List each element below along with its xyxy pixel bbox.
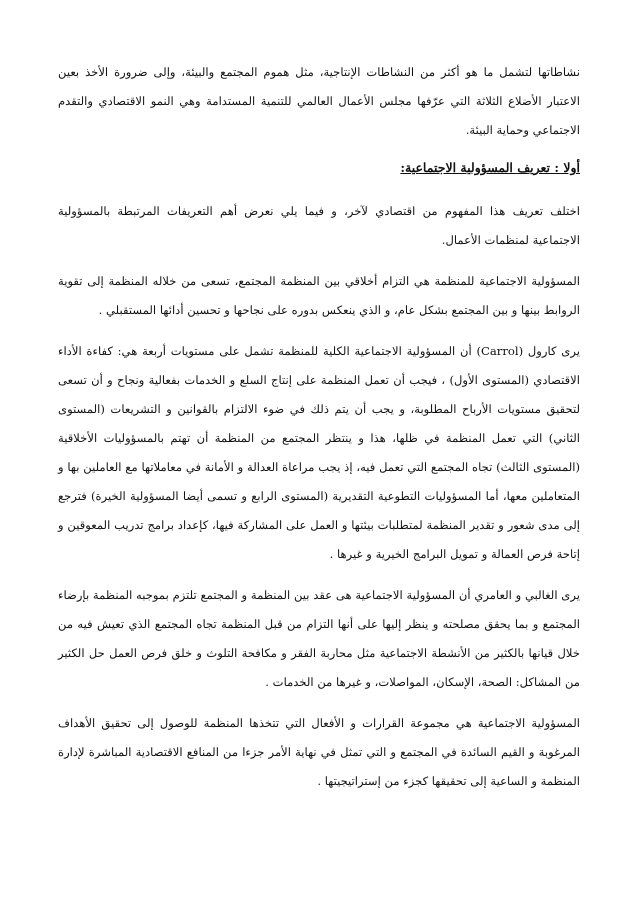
definition-paragraph-1: اختلف تعريف هذا المفهوم من اقتصادي لآخر، و فيما يلي نعرض أهم التعريفات المرتبطة بالمسؤولية الاجتماعية لمنظمات الأعمال. (58, 204, 580, 247)
definition-paragraph-2: المسؤولية الاجتماعية للمنظمة هي التزام أخلاقي بين المنظمة المجتمع، تسعى من خلاله المنظمة إلى تقوية الروابط بينها و بين المجتمع بشكل عام، و الذي ينعكس بدوره على نجاحها و تحسين أدائها المستقبلي . (58, 274, 580, 317)
definition-paragraph-5: المسؤولية الاجتماعية هي مجموعة القرارات و الأفعال التي تتخذها المنظمة للوصول إلى تحقيق الأهداف المرغوبة و القيم السائدة في المجتمع و التي تمثل في نهاية الأمر جزءا من المنافع الاقتصادية المباشرة لإدارة المنظمة و الساعية إلى تحقيقها كجزء من إستراتيجيتها . (58, 716, 580, 788)
document-page (58, 58, 580, 808)
intro-paragraph: نشاطاتها لتشمل ما هو أكثر من النشاطات الإنتاجية، مثل هموم المجتمع والبيئة، وإلى ضرورة الأخذ بعين الاعتبار الأضلاع الثلاثة التي عرّفها مجلس الأعمال العالمي للتنمية المستدامة وهي النمو الاقتصادي والتقدم الاجتماعي وحماية البيئة. (58, 65, 580, 137)
definition-paragraph-carroll: يرى كارول (Carrol) أن المسؤولية الاجتماعية الكلية للمنظمة تشمل على مستويات أربعة هي: كفاءة الأداء الاقتصادي (المستوى الأول) ، فيجب أن تعمل المنظمة على إنتاج السلع و الخدمات بفعالية ونجاح و أن تسعى لتحقيق مستويات الأرباح المطلوبة، و يجب أن يتم ذلك في ضوء الالتزام بالقوانين و التشريعات (المستوى الثاني) التي تعمل المنظمة في ظلها، هذا و ينتظر المجتمع من المنظمة أن تهتم بالمسؤوليات الأخلاقية (المستوى الثالث) تجاه المجتمع التي تعمل فيه، إذ يجب مراعاة العدالة و الأمانة في معاملاتها مع العاملين بها و المتعاملين معها، أما المسؤوليات التطوعية التقديرية (المستوى الرابع و تسمى أيضا المسؤولية الخيرة) فترجع إلى مدى شعور و تقدير المنظمة لمتطلبات بيئتها و العمل على المشاركة فيها، كإعداد برامج تدريب المعوقين و إتاحة فرص العمالة و تمويل البرامج الخيرية و غيرها . (58, 344, 581, 561)
section-heading: أولا : تعريف المسؤولية الاجتماعية: (400, 160, 580, 175)
definition-paragraph-ghalibi: يرى الغالبي و العامري أن المسؤولية الاجتماعية هى عقد بين المنظمة و المجتمع تلتزم بموجبه المنظمة بإرضاء المجتمع و بما يحقق مصلحته و ينظر إليها على أنها التزام من قبل المنظمة تجاه المجتمع الذي تعيش فيه من خلال قيانها بالكثير من الأنشطة الاجتماعية مثل محاربة الفقر و مكافحة التلوث و خلق فرص العمل حل الكثير من المشاكل: الصحة، الإسكان، المواصلات، و غيرها من الخدمات . (58, 588, 580, 689)
